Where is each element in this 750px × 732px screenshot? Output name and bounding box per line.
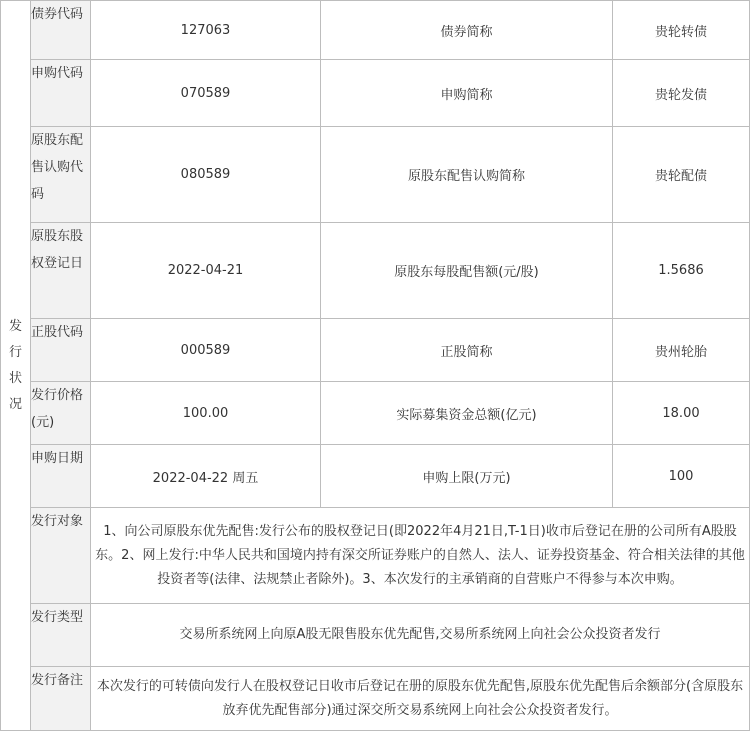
row-value-secondary: 贵轮配债: [613, 127, 750, 223]
row-label: 原股东股权登记日: [31, 223, 91, 319]
row-value: 127063: [91, 1, 321, 60]
row-long-text: 交易所系统网上向原A股无限售股东优先配售,交易所系统网上向社会公众投资者发行: [91, 604, 750, 667]
section-label: 发行状况: [8, 318, 22, 412]
row-value: 070589: [91, 60, 321, 127]
table-row: [1, 319, 750, 382]
row-value-secondary: 100: [613, 445, 750, 508]
row-label-secondary: 原股东每股配售额(元/股): [321, 223, 613, 319]
table-row: [1, 604, 750, 667]
row-label-secondary: 申购简称: [321, 60, 613, 127]
row-value: 000589: [91, 319, 321, 382]
row-label: 申购代码: [31, 60, 91, 127]
table-row: [1, 127, 750, 223]
row-label: 发行价格(元): [31, 382, 91, 445]
row-long-text: 1、向公司原股东优先配售:发行公布的股权登记日(即2022年4月21日,T-1日)收市后登记在册的公司所有A股股东。2、网上发行:中华人民共和国境内持有深交所证券账户的自然人、法人、证券投资基金、符合相关法律的其他投资者等(法律、法规禁止者除外)。3、本次发行的主承销商的自营账户不得参与本次申购。: [91, 508, 750, 604]
row-label-secondary: 债券简称: [321, 1, 613, 60]
row-label: 发行类型: [31, 604, 91, 667]
row-value: 2022-04-22 周五: [91, 445, 321, 508]
row-label-secondary: 正股简称: [321, 319, 613, 382]
row-label: 发行备注: [31, 667, 91, 731]
row-value-secondary: 贵州轮胎: [613, 319, 750, 382]
row-label: 发行对象: [31, 508, 91, 604]
table-row: [1, 223, 750, 319]
row-value-secondary: 1.5686: [613, 223, 750, 319]
row-label: 申购日期: [31, 445, 91, 508]
row-value: 100.00: [91, 382, 321, 445]
table-row: [1, 445, 750, 508]
row-label-secondary: 原股东配售认购简称: [321, 127, 613, 223]
table-row: [1, 60, 750, 127]
row-label: 债券代码: [31, 1, 91, 60]
row-value-secondary: 18.00: [613, 382, 750, 445]
table-row: [1, 382, 750, 445]
row-value: 080589: [91, 127, 321, 223]
row-long-text: 本次发行的可转债向发行人在股权登记日收市后登记在册的原股东优先配售,原股东优先配售后余额部分(含原股东放弃优先配售部分)通过深交所交易系统网上向社会公众投资者发行。: [91, 667, 750, 731]
row-value: 2022-04-21: [91, 223, 321, 319]
row-value-secondary: 贵轮转债: [613, 1, 750, 60]
row-value-secondary: 贵轮发债: [613, 60, 750, 127]
row-label-secondary: 申购上限(万元): [321, 445, 613, 508]
table-row: [1, 508, 750, 604]
row-label: 原股东配售认购代码: [31, 127, 91, 223]
row-label: 正股代码: [31, 319, 91, 382]
table-row: [1, 1, 750, 60]
section-label-cell: [1, 1, 31, 731]
table-row: [1, 667, 750, 731]
row-label-secondary: 实际募集资金总额(亿元): [321, 382, 613, 445]
